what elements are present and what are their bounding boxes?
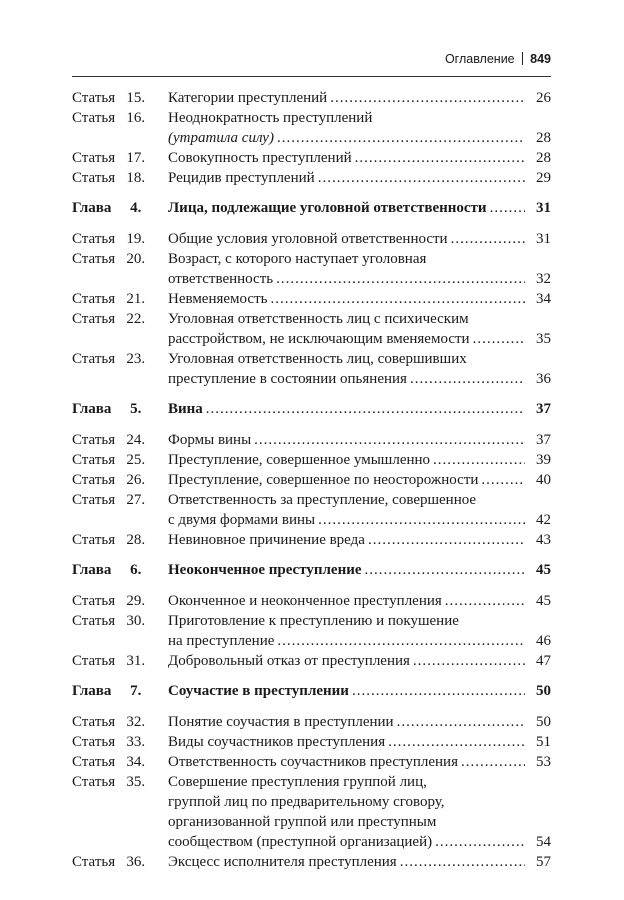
entry-page-number: 29 xyxy=(536,170,551,186)
entry-page-number: 40 xyxy=(536,472,551,488)
entry-number: 19. xyxy=(126,231,146,247)
dot-leader xyxy=(451,229,525,249)
entry-prefix: Статья xyxy=(72,251,116,267)
entry-title: с двумя формами вины xyxy=(168,512,316,528)
entry-number: 4. xyxy=(130,200,142,216)
dot-leader xyxy=(352,681,525,701)
dot-leader xyxy=(270,289,525,309)
entry-prefix: Статья xyxy=(72,774,116,790)
entry-label xyxy=(72,651,168,671)
entry-body xyxy=(168,450,551,470)
entry-body xyxy=(168,852,551,872)
entry-label xyxy=(72,611,168,651)
article-entry[interactable] xyxy=(72,470,551,490)
entry-title: Преступление, совершенное по неосторожности xyxy=(168,472,479,488)
entry-number: 20. xyxy=(126,251,146,267)
dot-leader xyxy=(410,369,525,389)
entry-page-number: 28 xyxy=(536,130,551,146)
entry-number: 25. xyxy=(126,452,146,468)
entry-number: 36. xyxy=(126,854,146,870)
entry-title: Понятие соучастия в преступлении xyxy=(168,714,394,730)
entry-title: организованной группой или преступным xyxy=(168,814,437,830)
entry-body xyxy=(168,430,551,450)
entry-body xyxy=(168,772,551,852)
entry-page-number: 31 xyxy=(536,231,551,247)
entry-line xyxy=(168,832,551,852)
article-entry[interactable] xyxy=(72,852,551,872)
entry-body xyxy=(168,349,551,389)
entry-body xyxy=(168,229,551,249)
article-entry[interactable] xyxy=(72,349,551,389)
article-entry[interactable] xyxy=(72,249,551,289)
entry-title: Неоконченное преступление xyxy=(168,562,362,578)
entry-title: Приготовление к преступлению и покушение xyxy=(168,613,459,629)
entry-number: 31. xyxy=(126,653,146,669)
entry-prefix: Статья xyxy=(72,754,116,770)
entry-line xyxy=(168,399,551,419)
article-entry[interactable] xyxy=(72,591,551,611)
entry-title: сообществом (преступной организацией) xyxy=(168,834,433,850)
entry-line xyxy=(168,108,551,128)
entry-number: 27. xyxy=(126,492,146,508)
entry-title: на преступление xyxy=(168,633,275,649)
entry-title: Рецидив преступлений xyxy=(168,170,315,186)
entry-body xyxy=(168,591,551,611)
dot-leader xyxy=(481,470,525,490)
entry-number: 17. xyxy=(126,150,146,166)
dot-leader xyxy=(318,168,525,188)
entry-line xyxy=(168,249,551,269)
entry-body xyxy=(168,560,551,580)
entry-body xyxy=(168,198,551,218)
entry-body xyxy=(168,168,551,188)
entry-label xyxy=(72,490,168,530)
entry-body xyxy=(168,470,551,490)
article-entry[interactable] xyxy=(72,309,551,349)
entry-page-number: 42 xyxy=(536,512,551,528)
dot-leader xyxy=(355,148,525,168)
entry-title: ответственность xyxy=(168,271,274,287)
entry-label xyxy=(72,450,168,470)
entry-prefix: Статья xyxy=(72,714,116,730)
entry-page-number: 47 xyxy=(536,653,551,669)
entry-body xyxy=(168,399,551,419)
entry-title: расстройством, не исключающим вменяемости xyxy=(168,331,470,347)
dot-leader xyxy=(433,450,525,470)
entry-number: 21. xyxy=(126,291,146,307)
entry-page-number: 37 xyxy=(536,401,551,417)
entry-line xyxy=(168,712,551,732)
article-entry[interactable] xyxy=(72,772,551,852)
entry-page-number: 51 xyxy=(536,734,551,750)
entry-prefix: Глава xyxy=(72,683,112,699)
dot-leader xyxy=(413,651,525,671)
entry-title: Формы вины xyxy=(168,432,252,448)
dot-leader xyxy=(254,430,525,450)
dot-leader xyxy=(365,560,525,580)
entry-title: Оконченное и неоконченное преступления xyxy=(168,593,442,609)
entry-prefix: Статья xyxy=(72,432,116,448)
entry-title: Эксцесс исполнителя преступления xyxy=(168,854,397,870)
entry-prefix: Статья xyxy=(72,854,116,870)
dot-leader xyxy=(368,530,525,550)
entry-title: преступление в состоянии опьянения xyxy=(168,371,407,387)
entry-label xyxy=(72,88,168,108)
entry-label xyxy=(72,530,168,550)
entry-label xyxy=(72,108,168,148)
article-entry[interactable] xyxy=(72,229,551,249)
entry-line xyxy=(168,309,551,329)
entry-number: 29. xyxy=(126,593,146,609)
entry-line xyxy=(168,591,551,611)
entry-page-number: 45 xyxy=(536,562,551,578)
entry-title: Преступление, совершенное умышленно xyxy=(168,452,431,468)
entry-line xyxy=(168,289,551,309)
entry-label xyxy=(72,229,168,249)
entry-title: Совокупность преступлений xyxy=(168,150,352,166)
entry-number: 34. xyxy=(126,754,146,770)
dot-leader xyxy=(206,399,525,419)
entry-line xyxy=(168,792,551,812)
entry-title: Вина xyxy=(168,401,203,417)
entry-title: Возраст, с которого наступает уголовная xyxy=(168,251,427,267)
article-entry[interactable] xyxy=(72,450,551,470)
entry-number: 33. xyxy=(126,734,146,750)
entry-line xyxy=(168,651,551,671)
entry-label xyxy=(72,399,168,419)
entry-title: Добровольный отказ от преступления xyxy=(168,653,410,669)
entry-number: 22. xyxy=(126,311,146,327)
entry-body xyxy=(168,681,551,701)
entry-number: 28. xyxy=(126,532,146,548)
entry-body xyxy=(168,289,551,309)
entry-number: 7. xyxy=(130,683,142,699)
entry-body xyxy=(168,148,551,168)
chapter-entry[interactable] xyxy=(72,399,551,419)
entry-page-number: 31 xyxy=(536,200,551,216)
entry-line xyxy=(168,530,551,550)
entry-page-number: 53 xyxy=(536,754,551,770)
page-number: 849 xyxy=(530,52,551,66)
entry-line xyxy=(168,229,551,249)
entry-body xyxy=(168,309,551,349)
chapter-entry[interactable] xyxy=(72,681,551,701)
entry-number: 32. xyxy=(126,714,146,730)
chapter-entry[interactable] xyxy=(72,198,551,218)
entry-title: группой лиц по предварительному сговору, xyxy=(168,794,445,810)
entry-page-number: 34 xyxy=(536,291,551,307)
entry-label xyxy=(72,168,168,188)
entry-label xyxy=(72,591,168,611)
entry-line xyxy=(168,631,551,651)
entry-title: Виды соучастников преступления xyxy=(168,734,386,750)
entry-number: 23. xyxy=(126,351,146,367)
entry-label xyxy=(72,430,168,450)
entry-label xyxy=(72,852,168,872)
article-entry[interactable] xyxy=(72,732,551,752)
entry-label xyxy=(72,732,168,752)
article-entry[interactable] xyxy=(72,651,551,671)
article-entry[interactable] xyxy=(72,611,551,651)
dot-leader xyxy=(388,732,525,752)
dot-leader xyxy=(435,832,525,852)
entry-line xyxy=(168,852,551,872)
article-entry[interactable] xyxy=(72,168,551,188)
entry-page-number: 50 xyxy=(536,714,551,730)
dot-leader xyxy=(318,510,525,530)
dot-leader xyxy=(276,269,525,289)
entry-prefix: Глава xyxy=(72,200,112,216)
entry-prefix: Статья xyxy=(72,734,116,750)
entry-line xyxy=(168,198,551,218)
entry-title: Общие условия уголовной ответственности xyxy=(168,231,448,247)
entry-label xyxy=(72,148,168,168)
entry-label xyxy=(72,560,168,580)
entry-body xyxy=(168,530,551,550)
entry-title: Лица, подлежащие уголовной ответственности xyxy=(168,200,487,216)
entry-line xyxy=(168,148,551,168)
entry-body xyxy=(168,752,551,772)
dot-leader xyxy=(445,591,525,611)
entry-number: 15. xyxy=(126,90,146,106)
entry-prefix: Глава xyxy=(72,562,112,578)
entry-line xyxy=(168,560,551,580)
entry-title: Ответственность за преступление, совершенное xyxy=(168,492,477,508)
entry-page-number: 32 xyxy=(536,271,551,287)
entry-title: Невменяемость xyxy=(168,291,268,307)
entry-prefix: Статья xyxy=(72,653,116,669)
entry-label xyxy=(72,681,168,701)
entry-body xyxy=(168,88,551,108)
entry-prefix: Статья xyxy=(72,170,116,186)
entry-prefix: Статья xyxy=(72,291,116,307)
entry-prefix: Статья xyxy=(72,231,116,247)
dot-leader xyxy=(400,852,525,872)
entry-label xyxy=(72,289,168,309)
entry-body xyxy=(168,249,551,289)
article-entry[interactable] xyxy=(72,530,551,550)
chapter-entry[interactable] xyxy=(72,560,551,580)
entry-number: 16. xyxy=(126,110,146,126)
entry-line xyxy=(168,88,551,108)
entry-label xyxy=(72,249,168,289)
entry-page-number: 45 xyxy=(536,593,551,609)
entry-line xyxy=(168,510,551,530)
entry-title: (утратила силу) xyxy=(168,130,274,146)
entry-page-number: 43 xyxy=(536,532,551,548)
entry-line xyxy=(168,269,551,289)
entry-title: Уголовная ответственность лиц, совершивших xyxy=(168,351,467,367)
entry-number: 5. xyxy=(130,401,142,417)
entry-page-number: 36 xyxy=(536,371,551,387)
entry-line xyxy=(168,752,551,772)
entry-prefix: Статья xyxy=(72,311,116,327)
table-of-contents xyxy=(72,88,551,872)
entry-prefix: Статья xyxy=(72,452,116,468)
entry-line xyxy=(168,470,551,490)
entry-body xyxy=(168,712,551,732)
entry-prefix: Статья xyxy=(72,613,116,629)
entry-page-number: 35 xyxy=(536,331,551,347)
entry-prefix: Статья xyxy=(72,472,116,488)
entry-prefix: Глава xyxy=(72,401,112,417)
entry-line xyxy=(168,430,551,450)
entry-body xyxy=(168,108,551,148)
dot-leader xyxy=(330,88,525,108)
entry-number: 35. xyxy=(126,774,146,790)
entry-line xyxy=(168,490,551,510)
entry-prefix: Статья xyxy=(72,351,116,367)
dot-leader xyxy=(277,128,525,148)
entry-line xyxy=(168,369,551,389)
entry-prefix: Статья xyxy=(72,150,116,166)
entry-line xyxy=(168,450,551,470)
dot-leader xyxy=(490,198,525,218)
entry-body xyxy=(168,490,551,530)
entry-title: Невиновное причинение вреда xyxy=(168,532,365,548)
entry-line xyxy=(168,128,551,148)
article-entry[interactable] xyxy=(72,108,551,148)
entry-label xyxy=(72,712,168,732)
article-entry[interactable] xyxy=(72,88,551,108)
entry-number: 26. xyxy=(126,472,146,488)
entry-label xyxy=(72,309,168,349)
entry-prefix: Статья xyxy=(72,110,116,126)
entry-title: Соучастие в преступлении xyxy=(168,683,349,699)
header-separator xyxy=(522,52,524,65)
article-entry[interactable] xyxy=(72,752,551,772)
header-title: Оглавление xyxy=(444,52,515,66)
dot-leader xyxy=(277,631,525,651)
dot-leader xyxy=(473,329,525,349)
entry-line xyxy=(168,812,551,832)
entry-number: 30. xyxy=(126,613,146,629)
entry-line xyxy=(168,772,551,792)
entry-page-number: 28 xyxy=(536,150,551,166)
entry-label xyxy=(72,470,168,490)
entry-prefix: Статья xyxy=(72,593,116,609)
article-entry[interactable] xyxy=(72,289,551,309)
entry-title: Совершение преступления группой лиц, xyxy=(168,774,427,790)
entry-title: Ответственность соучастников преступления xyxy=(168,754,458,770)
entry-prefix: Статья xyxy=(72,532,116,548)
entry-line xyxy=(168,681,551,701)
article-entry[interactable] xyxy=(72,430,551,450)
entry-prefix: Статья xyxy=(72,90,116,106)
article-entry[interactable] xyxy=(72,712,551,732)
entry-line xyxy=(168,329,551,349)
entry-number: 24. xyxy=(126,432,146,448)
entry-page-number: 39 xyxy=(536,452,551,468)
entry-page-number: 26 xyxy=(536,90,551,106)
entry-line xyxy=(168,349,551,369)
entry-line xyxy=(168,732,551,752)
running-header xyxy=(72,52,551,77)
entry-title: Уголовная ответственность лиц с психическим xyxy=(168,311,469,327)
entry-label xyxy=(72,349,168,389)
article-entry[interactable] xyxy=(72,490,551,530)
article-entry[interactable] xyxy=(72,148,551,168)
entry-label xyxy=(72,198,168,218)
dot-leader xyxy=(461,752,525,772)
entry-line xyxy=(168,168,551,188)
entry-label xyxy=(72,752,168,772)
entry-body xyxy=(168,651,551,671)
dot-leader xyxy=(397,712,525,732)
entry-body xyxy=(168,611,551,651)
entry-number: 6. xyxy=(130,562,142,578)
entry-number: 18. xyxy=(126,170,146,186)
entry-body xyxy=(168,732,551,752)
entry-label xyxy=(72,772,168,852)
entry-page-number: 50 xyxy=(536,683,551,699)
entry-line xyxy=(168,611,551,631)
entry-page-number: 37 xyxy=(536,432,551,448)
entry-page-number: 54 xyxy=(536,834,551,850)
entry-prefix: Статья xyxy=(72,492,116,508)
entry-title: Неоднократность преступлений xyxy=(168,110,373,126)
entry-page-number: 57 xyxy=(536,854,551,870)
entry-title: Категории преступлений xyxy=(168,90,328,106)
entry-page-number: 46 xyxy=(536,633,551,649)
